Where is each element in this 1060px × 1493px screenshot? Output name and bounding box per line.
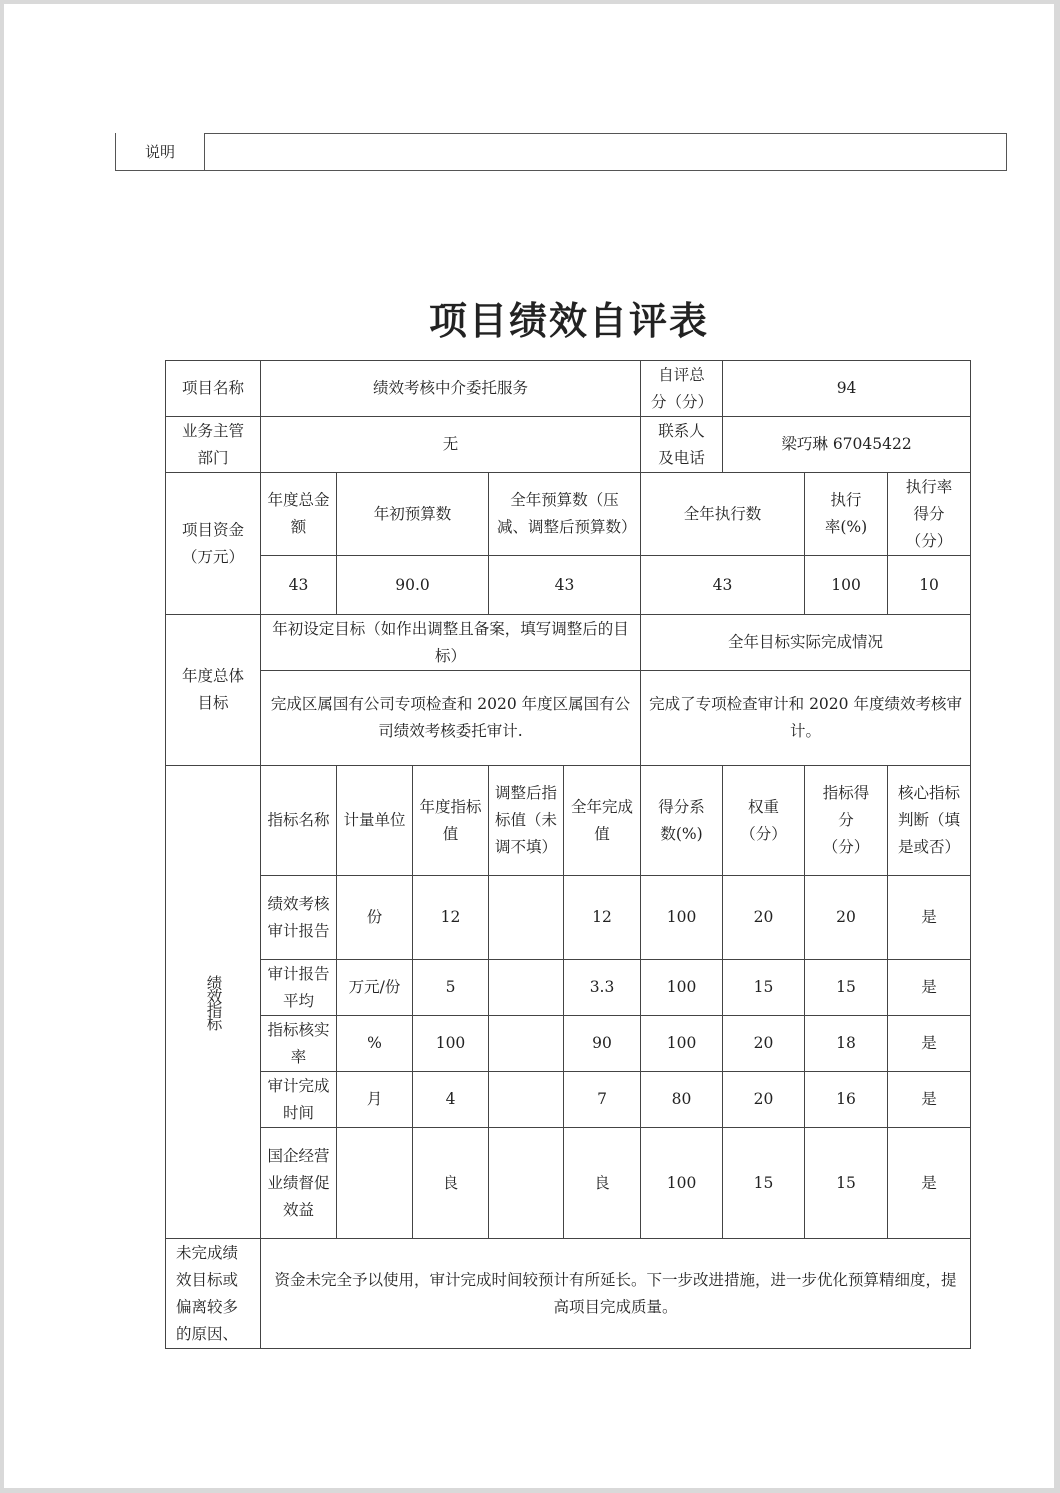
indicator-target: 12 [413,876,489,960]
indicators-label: 绩效指标 [204,975,223,1029]
note-label: 说明 [115,133,205,170]
indicator-actual: 良 [564,1128,641,1239]
indicator-adjusted [489,960,564,1016]
funds-value: 43 [641,556,805,615]
funds-value: 90.0 [337,556,489,615]
funds-label: 项目资金（万元） [166,473,261,615]
funds-header: 执行率得分（分） [888,473,971,556]
indicator-core: 是 [888,876,971,960]
funds-header: 年初预算数 [337,473,489,556]
indicator-header: 得分系数(%) [641,766,723,876]
document-page [4,4,1054,1488]
indicator-header: 权重（分） [723,766,805,876]
indicator-name: 审计报告平均 [261,960,337,1016]
indicator-header: 核心指标判断（填是或否） [888,766,971,876]
indicator-adjusted [489,876,564,960]
indicator-score: 15 [805,960,888,1016]
indicator-adjusted [489,1128,564,1239]
indicator-core: 是 [888,1128,971,1239]
indicator-core: 是 [888,1072,971,1128]
indicator-name: 绩效考核审计报告 [261,876,337,960]
indicator-name: 审计完成时间 [261,1072,337,1128]
dept-value: 无 [261,417,641,473]
funds-header: 年度总金额 [261,473,337,556]
table-row [166,876,971,960]
self-score: 94 [723,361,971,417]
indicator-actual: 7 [564,1072,641,1128]
goals-label: 年度总体目标 [166,615,261,766]
indicator-coef: 100 [641,1128,723,1239]
indicator-header: 全年完成值 [564,766,641,876]
note-row [115,133,1007,171]
indicator-core: 是 [888,960,971,1016]
indicator-header: 计量单位 [337,766,413,876]
indicators-label-cell [166,766,261,1239]
indicator-target: 100 [413,1016,489,1072]
funds-value: 100 [805,556,888,615]
indicator-weight: 20 [723,876,805,960]
indicator-actual: 12 [564,876,641,960]
indicator-coef: 100 [641,1016,723,1072]
indicator-unit [337,1128,413,1239]
table-row [166,960,971,1016]
indicator-coef: 100 [641,960,723,1016]
indicator-weight: 15 [723,960,805,1016]
goals-set-text: 完成区属国有公司专项检查和 2020 年度区属国有公司绩效考核委托审计. [261,671,641,766]
funds-header: 全年预算数（压减、调整后预算数） [489,473,641,556]
indicator-coef: 100 [641,876,723,960]
reason-text: 资金未完全予以使用，审计完成时间较预计有所延长。下一步改进措施，进一步优化预算精细度，提高项目完成质量。 [261,1239,971,1349]
dept-label: 业务主管部门 [166,417,261,473]
reason-label: 未完成绩效目标或偏离较多的原因、 [166,1239,261,1349]
indicator-weight: 15 [723,1128,805,1239]
indicator-header: 调整后指标值（未调不填） [489,766,564,876]
page-title: 项目绩效自评表 [428,298,709,343]
funds-value: 43 [489,556,641,615]
indicator-target: 4 [413,1072,489,1128]
indicator-score: 20 [805,876,888,960]
indicator-unit: 万元/份 [337,960,413,1016]
indicator-unit: % [337,1016,413,1072]
funds-header: 全年执行数 [641,473,805,556]
table-row [166,1128,971,1239]
indicator-core: 是 [888,1016,971,1072]
indicator-name: 指标核实率 [261,1016,337,1072]
funds-value: 10 [888,556,971,615]
indicator-header: 年度指标值 [413,766,489,876]
indicator-unit: 份 [337,876,413,960]
indicator-weight: 20 [723,1016,805,1072]
score-label: 自评总分（分） [641,361,723,417]
indicator-adjusted [489,1016,564,1072]
indicator-actual: 90 [564,1016,641,1072]
indicator-target: 5 [413,960,489,1016]
goals-set-header: 年初设定目标（如作出调整且备案，填写调整后的目标） [261,615,641,671]
indicator-header: 指标名称 [261,766,337,876]
funds-header: 执行率(%) [805,473,888,556]
table-row [166,1072,971,1128]
indicator-weight: 20 [723,1072,805,1128]
indicator-unit: 月 [337,1072,413,1128]
goals-actual-text: 完成了专项检查审计和 2020 年度绩效考核审计。 [641,671,971,766]
indicator-score: 16 [805,1072,888,1128]
goals-actual-header: 全年目标实际完成情况 [641,615,971,671]
project-name: 绩效考核中介委托服务 [261,361,641,417]
indicator-target: 良 [413,1128,489,1239]
project-name-label: 项目名称 [166,361,261,417]
indicator-score: 15 [805,1128,888,1239]
indicator-coef: 80 [641,1072,723,1128]
evaluation-table [165,360,971,1349]
table-row [166,1016,971,1072]
note-value [204,133,1007,171]
contact-label: 联系人及电话 [641,417,723,473]
indicator-actual: 3.3 [564,960,641,1016]
indicator-header: 指标得分（分） [805,766,888,876]
contact-value: 梁巧琳 67045422 [723,417,971,473]
funds-value: 43 [261,556,337,615]
indicator-adjusted [489,1072,564,1128]
indicator-score: 18 [805,1016,888,1072]
indicator-name: 国企经营业绩督促效益 [261,1128,337,1239]
